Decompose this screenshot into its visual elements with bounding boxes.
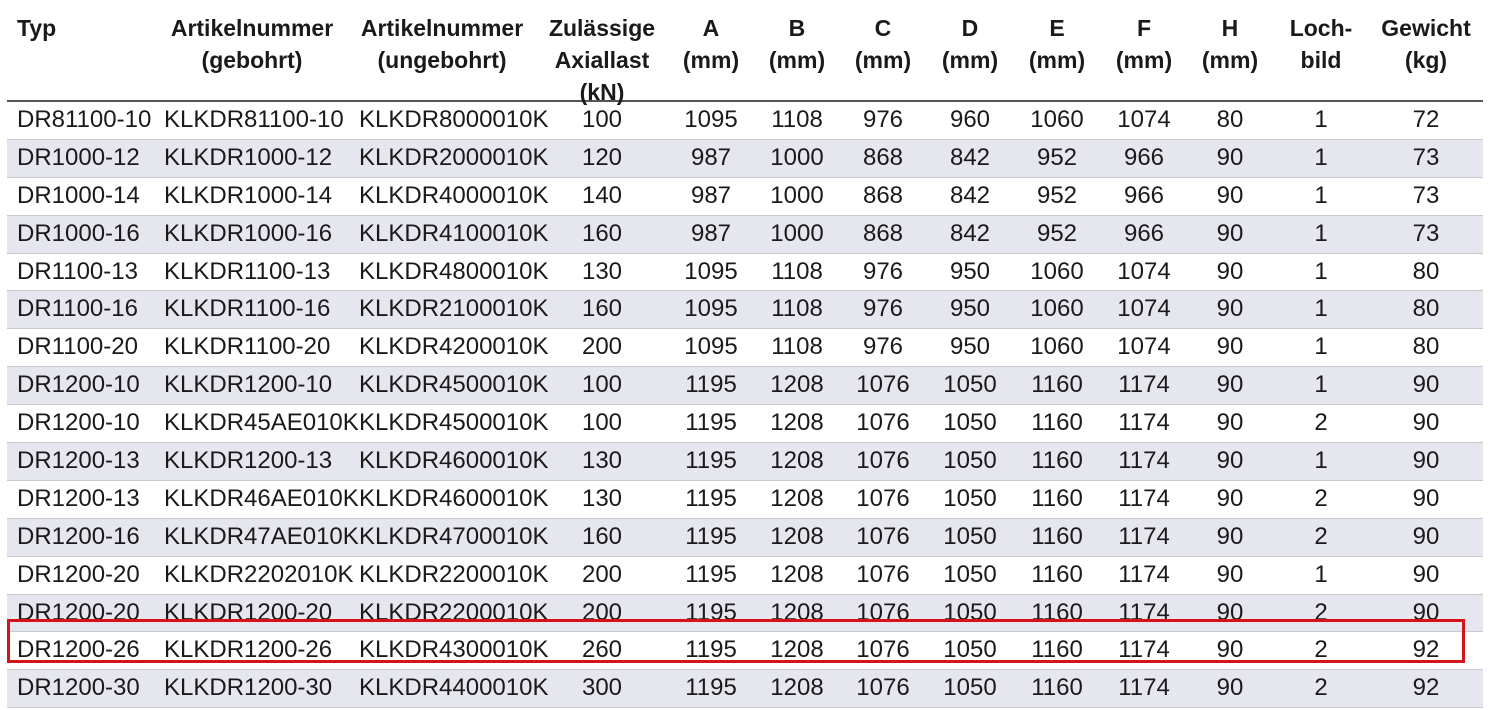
cell-f: 1174 bbox=[1118, 409, 1170, 437]
table-row bbox=[7, 670, 1483, 708]
cell-art_ungebohrt: KLKDR4500010K bbox=[359, 371, 549, 399]
cell-f: 1174 bbox=[1118, 447, 1170, 475]
cell-d: 950 bbox=[949, 333, 991, 361]
column-header-line: C bbox=[874, 15, 892, 41]
cell-lochbild: 2 bbox=[1314, 409, 1328, 437]
cell-gewicht: 90 bbox=[1412, 522, 1440, 550]
cell-gewicht: 73 bbox=[1412, 143, 1440, 171]
column-header-line: Axiallast bbox=[554, 47, 650, 73]
table-row bbox=[7, 254, 1483, 292]
cell-e: 1160 bbox=[1031, 371, 1083, 399]
cell-a: 987 bbox=[690, 219, 732, 247]
cell-b: 1208 bbox=[770, 484, 824, 512]
table-row bbox=[7, 557, 1483, 595]
column-header-line: (kg) bbox=[1404, 47, 1448, 73]
cell-f: 966 bbox=[1123, 219, 1165, 247]
column-header-art_ungebohrt bbox=[361, 12, 523, 76]
cell-lochbild: 1 bbox=[1314, 333, 1328, 361]
cell-typ: DR1200-16 bbox=[17, 522, 140, 550]
cell-b: 1000 bbox=[770, 219, 824, 247]
cell-f: 1074 bbox=[1117, 106, 1171, 133]
cell-art_ungebohrt: KLKDR2200010K bbox=[359, 598, 549, 626]
cell-art_gebohrt: KLKDR2202010K bbox=[164, 560, 354, 588]
cell-a: 1195 bbox=[685, 371, 737, 399]
cell-f: 1174 bbox=[1118, 636, 1170, 664]
cell-h: 90 bbox=[1216, 295, 1244, 323]
cell-f: 1174 bbox=[1118, 522, 1170, 550]
column-header-line: (mm) bbox=[1201, 47, 1259, 73]
cell-b: 1108 bbox=[771, 106, 823, 133]
cell-f: 1174 bbox=[1118, 371, 1170, 399]
cell-lochbild: 2 bbox=[1314, 598, 1328, 626]
cell-axiallast: 260 bbox=[581, 636, 623, 664]
cell-art_ungebohrt: KLKDR2000010K bbox=[359, 143, 549, 171]
cell-c: 976 bbox=[862, 257, 904, 285]
table-header bbox=[7, 8, 1483, 105]
cell-d: 1050 bbox=[943, 371, 997, 399]
cell-typ: DR1200-20 bbox=[17, 560, 140, 588]
column-header-line: Zulässige bbox=[548, 15, 656, 41]
table-row bbox=[7, 216, 1483, 254]
cell-typ: DR1200-10 bbox=[17, 409, 140, 437]
cell-b: 1108 bbox=[771, 295, 823, 323]
cell-c: 976 bbox=[862, 106, 904, 133]
cell-axiallast: 100 bbox=[581, 106, 623, 133]
column-header-f bbox=[1116, 12, 1172, 76]
cell-e: 1160 bbox=[1031, 447, 1083, 475]
cell-gewicht: 90 bbox=[1412, 598, 1440, 626]
column-header-line: (mm) bbox=[941, 47, 999, 73]
cell-h: 90 bbox=[1216, 371, 1244, 399]
column-header-line: E bbox=[1049, 15, 1065, 41]
cell-a: 1195 bbox=[685, 522, 737, 550]
table-row bbox=[7, 367, 1483, 405]
cell-typ: DR81100-10 bbox=[17, 106, 152, 133]
table-row bbox=[7, 178, 1483, 216]
cell-h: 80 bbox=[1216, 106, 1244, 133]
cell-f: 1174 bbox=[1118, 598, 1170, 626]
cell-art_gebohrt: KLKDR1100-13 bbox=[164, 257, 331, 285]
column-header-line: (gebohrt) bbox=[201, 47, 303, 73]
cell-d: 842 bbox=[949, 143, 991, 171]
cell-b: 1208 bbox=[770, 598, 824, 626]
cell-d: 960 bbox=[949, 106, 991, 133]
column-header-line: D bbox=[961, 15, 979, 41]
cell-art_gebohrt: KLKDR1200-20 bbox=[164, 598, 333, 626]
cell-lochbild: 2 bbox=[1314, 484, 1328, 512]
cell-art_ungebohrt: KLKDR4000010K bbox=[359, 181, 549, 209]
cell-art_ungebohrt: KLKDR4800010K bbox=[359, 257, 549, 285]
cell-typ: DR1000-14 bbox=[17, 181, 140, 209]
cell-axiallast: 160 bbox=[581, 522, 623, 550]
cell-axiallast: 140 bbox=[581, 181, 623, 209]
cell-b: 1208 bbox=[770, 409, 824, 437]
cell-art_gebohrt: KLKDR1200-10 bbox=[164, 371, 333, 399]
cell-typ: DR1200-30 bbox=[17, 674, 140, 702]
cell-c: 976 bbox=[862, 333, 904, 361]
cell-art_ungebohrt: KLKDR4600010K bbox=[359, 484, 549, 512]
cell-b: 1208 bbox=[770, 371, 824, 399]
cell-gewicht: 90 bbox=[1412, 560, 1440, 588]
column-header-line: Gewicht bbox=[1381, 15, 1471, 41]
cell-d: 1050 bbox=[943, 560, 997, 588]
cell-c: 868 bbox=[862, 181, 904, 209]
cell-lochbild: 1 bbox=[1314, 143, 1328, 171]
cell-art_ungebohrt: KLKDR2100010K bbox=[359, 295, 549, 323]
product-table bbox=[7, 8, 1483, 708]
cell-gewicht: 80 bbox=[1412, 295, 1440, 323]
column-header-art_gebohrt bbox=[171, 12, 333, 76]
column-header-gewicht bbox=[1381, 12, 1470, 76]
column-header-line: (ungebohrt) bbox=[377, 47, 507, 73]
cell-h: 90 bbox=[1216, 333, 1244, 361]
cell-axiallast: 160 bbox=[581, 219, 623, 247]
column-header-line: (mm) bbox=[1028, 47, 1086, 73]
cell-c: 976 bbox=[862, 295, 904, 323]
cell-gewicht: 73 bbox=[1412, 181, 1440, 209]
cell-d: 1050 bbox=[943, 598, 997, 626]
column-header-line: (mm) bbox=[768, 47, 826, 73]
column-header-line: Typ bbox=[17, 15, 57, 41]
cell-h: 90 bbox=[1216, 598, 1244, 626]
cell-lochbild: 2 bbox=[1314, 636, 1328, 664]
cell-art_gebohrt: KLKDR1200-26 bbox=[164, 636, 333, 664]
cell-e: 952 bbox=[1036, 143, 1078, 171]
cell-art_gebohrt: KLKDR1100-20 bbox=[164, 333, 331, 361]
column-header-b bbox=[769, 12, 825, 76]
cell-e: 1060 bbox=[1030, 333, 1084, 361]
cell-f: 1174 bbox=[1118, 560, 1170, 588]
cell-art_gebohrt: KLKDR81100-10 bbox=[164, 106, 344, 133]
cell-a: 1095 bbox=[684, 257, 738, 285]
cell-f: 966 bbox=[1123, 143, 1165, 171]
cell-d: 842 bbox=[949, 181, 991, 209]
table-row bbox=[7, 405, 1483, 443]
column-header-line: Artikelnummer bbox=[170, 15, 334, 41]
cell-d: 1050 bbox=[943, 447, 997, 475]
cell-art_ungebohrt: KLKDR4600010K bbox=[359, 447, 549, 475]
table-row bbox=[7, 481, 1483, 519]
cell-d: 950 bbox=[949, 295, 991, 323]
column-header-a bbox=[683, 12, 739, 76]
cell-c: 868 bbox=[862, 219, 904, 247]
cell-c: 1076 bbox=[856, 522, 910, 550]
cell-art_gebohrt: KLKDR45AE010K bbox=[164, 409, 359, 437]
cell-gewicht: 72 bbox=[1412, 106, 1440, 133]
cell-f: 1174 bbox=[1118, 484, 1170, 512]
cell-h: 90 bbox=[1216, 560, 1244, 588]
cell-h: 90 bbox=[1216, 674, 1244, 702]
column-header-axiallast bbox=[549, 12, 655, 108]
cell-art_gebohrt: KLKDR46AE010K bbox=[164, 484, 359, 512]
cell-gewicht: 80 bbox=[1412, 333, 1440, 361]
cell-e: 1160 bbox=[1031, 560, 1083, 588]
cell-art_ungebohrt: KLKDR4500010K bbox=[359, 409, 549, 437]
table-row bbox=[7, 329, 1483, 367]
cell-lochbild: 1 bbox=[1314, 106, 1328, 133]
cell-art_gebohrt: KLKDR1100-16 bbox=[164, 295, 331, 323]
cell-art_ungebohrt: KLKDR4300010K bbox=[359, 636, 549, 664]
cell-b: 1208 bbox=[770, 447, 824, 475]
cell-e: 1060 bbox=[1030, 106, 1084, 133]
cell-axiallast: 130 bbox=[581, 257, 623, 285]
cell-f: 1174 bbox=[1118, 674, 1170, 702]
column-header-line: (kN) bbox=[579, 79, 625, 105]
cell-h: 90 bbox=[1216, 522, 1244, 550]
cell-gewicht: 90 bbox=[1412, 447, 1440, 475]
cell-f: 1074 bbox=[1117, 257, 1171, 285]
cell-h: 90 bbox=[1216, 219, 1244, 247]
cell-d: 1050 bbox=[943, 674, 997, 702]
cell-c: 1076 bbox=[856, 598, 910, 626]
cell-h: 90 bbox=[1216, 484, 1244, 512]
table-row-highlighted bbox=[7, 632, 1483, 670]
table-row bbox=[7, 102, 1483, 140]
cell-typ: DR1200-20 bbox=[17, 598, 140, 626]
table-row bbox=[7, 595, 1483, 633]
cell-lochbild: 1 bbox=[1314, 181, 1328, 209]
cell-art_ungebohrt: KLKDR8000010K bbox=[359, 106, 549, 133]
cell-typ: DR1100-16 bbox=[17, 295, 138, 323]
column-header-e bbox=[1029, 12, 1085, 76]
cell-typ: DR1200-13 bbox=[17, 447, 140, 475]
cell-h: 90 bbox=[1216, 257, 1244, 285]
cell-e: 1160 bbox=[1031, 484, 1083, 512]
cell-gewicht: 73 bbox=[1412, 219, 1440, 247]
cell-b: 1208 bbox=[770, 636, 824, 664]
cell-e: 952 bbox=[1036, 181, 1078, 209]
column-header-line: Loch- bbox=[1289, 15, 1353, 41]
cell-d: 1050 bbox=[943, 484, 997, 512]
cell-a: 1095 bbox=[684, 106, 738, 133]
cell-h: 90 bbox=[1216, 143, 1244, 171]
cell-typ: DR1100-20 bbox=[17, 333, 138, 361]
column-header-line: (mm) bbox=[1115, 47, 1173, 73]
cell-typ: DR1200-10 bbox=[17, 371, 140, 399]
cell-a: 987 bbox=[690, 181, 732, 209]
table-row bbox=[7, 140, 1483, 178]
cell-h: 90 bbox=[1216, 409, 1244, 437]
cell-c: 1076 bbox=[856, 484, 910, 512]
cell-gewicht: 92 bbox=[1412, 674, 1440, 702]
cell-axiallast: 300 bbox=[581, 674, 623, 702]
cell-gewicht: 90 bbox=[1412, 371, 1440, 399]
cell-art_ungebohrt: KLKDR2200010K bbox=[359, 560, 549, 588]
cell-lochbild: 1 bbox=[1314, 295, 1328, 323]
cell-c: 868 bbox=[862, 143, 904, 171]
cell-e: 1060 bbox=[1030, 257, 1084, 285]
column-header-line: (mm) bbox=[854, 47, 912, 73]
cell-typ: DR1200-26 bbox=[17, 636, 140, 664]
cell-art_gebohrt: KLKDR1000-12 bbox=[164, 143, 333, 171]
cell-c: 1076 bbox=[856, 636, 910, 664]
table-row bbox=[7, 443, 1483, 481]
cell-lochbild: 2 bbox=[1314, 522, 1328, 550]
cell-e: 1160 bbox=[1031, 598, 1083, 626]
cell-a: 1195 bbox=[685, 674, 737, 702]
cell-axiallast: 200 bbox=[581, 598, 623, 626]
cell-d: 1050 bbox=[943, 636, 997, 664]
cell-a: 987 bbox=[690, 143, 732, 171]
cell-e: 1060 bbox=[1030, 295, 1084, 323]
table-row bbox=[7, 291, 1483, 329]
column-header-line: F bbox=[1136, 15, 1152, 41]
cell-art_ungebohrt: KLKDR4200010K bbox=[359, 333, 549, 361]
cell-e: 1160 bbox=[1031, 522, 1083, 550]
cell-b: 1208 bbox=[770, 674, 824, 702]
cell-a: 1195 bbox=[685, 598, 737, 626]
cell-art_gebohrt: KLKDR1000-16 bbox=[164, 219, 333, 247]
cell-axiallast: 200 bbox=[581, 333, 623, 361]
column-header-line: A bbox=[702, 15, 720, 41]
cell-typ: DR1000-16 bbox=[17, 219, 140, 247]
table-body bbox=[7, 102, 1483, 708]
cell-axiallast: 120 bbox=[581, 143, 623, 171]
cell-e: 1160 bbox=[1031, 674, 1083, 702]
cell-a: 1195 bbox=[685, 484, 737, 512]
cell-art_ungebohrt: KLKDR4100010K bbox=[359, 219, 549, 247]
cell-d: 1050 bbox=[943, 522, 997, 550]
cell-axiallast: 100 bbox=[581, 409, 623, 437]
cell-e: 1160 bbox=[1031, 636, 1083, 664]
cell-h: 90 bbox=[1216, 636, 1244, 664]
cell-a: 1195 bbox=[685, 636, 737, 664]
cell-gewicht: 90 bbox=[1412, 484, 1440, 512]
cell-f: 1074 bbox=[1117, 333, 1171, 361]
column-header-lochbild bbox=[1290, 12, 1353, 76]
column-header-line: B bbox=[788, 15, 806, 41]
column-header-d bbox=[942, 12, 998, 76]
cell-c: 1076 bbox=[856, 447, 910, 475]
cell-lochbild: 1 bbox=[1314, 447, 1328, 475]
column-header-line: bild bbox=[1300, 47, 1342, 73]
cell-d: 842 bbox=[949, 219, 991, 247]
cell-a: 1195 bbox=[685, 560, 737, 588]
cell-gewicht: 90 bbox=[1412, 409, 1440, 437]
cell-typ: DR1000-12 bbox=[17, 143, 140, 171]
cell-e: 952 bbox=[1036, 219, 1078, 247]
cell-lochbild: 1 bbox=[1314, 219, 1328, 247]
cell-b: 1208 bbox=[770, 522, 824, 550]
cell-gewicht: 92 bbox=[1412, 636, 1440, 664]
cell-lochbild: 1 bbox=[1314, 560, 1328, 588]
cell-h: 90 bbox=[1216, 181, 1244, 209]
cell-b: 1108 bbox=[771, 257, 823, 285]
cell-c: 1076 bbox=[856, 674, 910, 702]
cell-b: 1108 bbox=[771, 333, 823, 361]
cell-art_gebohrt: KLKDR1000-14 bbox=[164, 181, 333, 209]
cell-d: 1050 bbox=[943, 409, 997, 437]
cell-d: 950 bbox=[949, 257, 991, 285]
cell-axiallast: 130 bbox=[581, 447, 623, 475]
cell-f: 966 bbox=[1123, 181, 1165, 209]
column-header-line: H bbox=[1221, 15, 1239, 41]
cell-c: 1076 bbox=[856, 560, 910, 588]
cell-axiallast: 130 bbox=[581, 484, 623, 512]
cell-lochbild: 1 bbox=[1314, 371, 1328, 399]
cell-b: 1000 bbox=[770, 181, 824, 209]
cell-typ: DR1200-13 bbox=[17, 484, 140, 512]
cell-f: 1074 bbox=[1117, 295, 1171, 323]
cell-art_ungebohrt: KLKDR4400010K bbox=[359, 674, 549, 702]
cell-art_gebohrt: KLKDR1200-30 bbox=[164, 674, 333, 702]
cell-lochbild: 2 bbox=[1314, 674, 1328, 702]
cell-c: 1076 bbox=[856, 371, 910, 399]
column-header-c bbox=[855, 12, 911, 76]
cell-a: 1195 bbox=[685, 447, 737, 475]
cell-art_gebohrt: KLKDR47AE010K bbox=[164, 522, 359, 550]
cell-c: 1076 bbox=[856, 409, 910, 437]
column-header-h bbox=[1202, 12, 1258, 76]
cell-b: 1208 bbox=[770, 560, 824, 588]
cell-b: 1000 bbox=[770, 143, 824, 171]
cell-art_ungebohrt: KLKDR4700010K bbox=[359, 522, 549, 550]
cell-art_gebohrt: KLKDR1200-13 bbox=[164, 447, 333, 475]
cell-axiallast: 160 bbox=[581, 295, 623, 323]
cell-lochbild: 1 bbox=[1314, 257, 1328, 285]
cell-typ: DR1100-13 bbox=[17, 257, 138, 285]
cell-a: 1195 bbox=[685, 409, 737, 437]
cell-a: 1095 bbox=[684, 295, 738, 323]
column-header-typ bbox=[17, 12, 56, 44]
cell-gewicht: 80 bbox=[1412, 257, 1440, 285]
cell-axiallast: 200 bbox=[581, 560, 623, 588]
column-header-line: Artikelnummer bbox=[360, 15, 524, 41]
cell-axiallast: 100 bbox=[581, 371, 623, 399]
table-row bbox=[7, 519, 1483, 557]
column-header-line: (mm) bbox=[682, 47, 740, 73]
cell-e: 1160 bbox=[1031, 409, 1083, 437]
cell-h: 90 bbox=[1216, 447, 1244, 475]
cell-a: 1095 bbox=[684, 333, 738, 361]
